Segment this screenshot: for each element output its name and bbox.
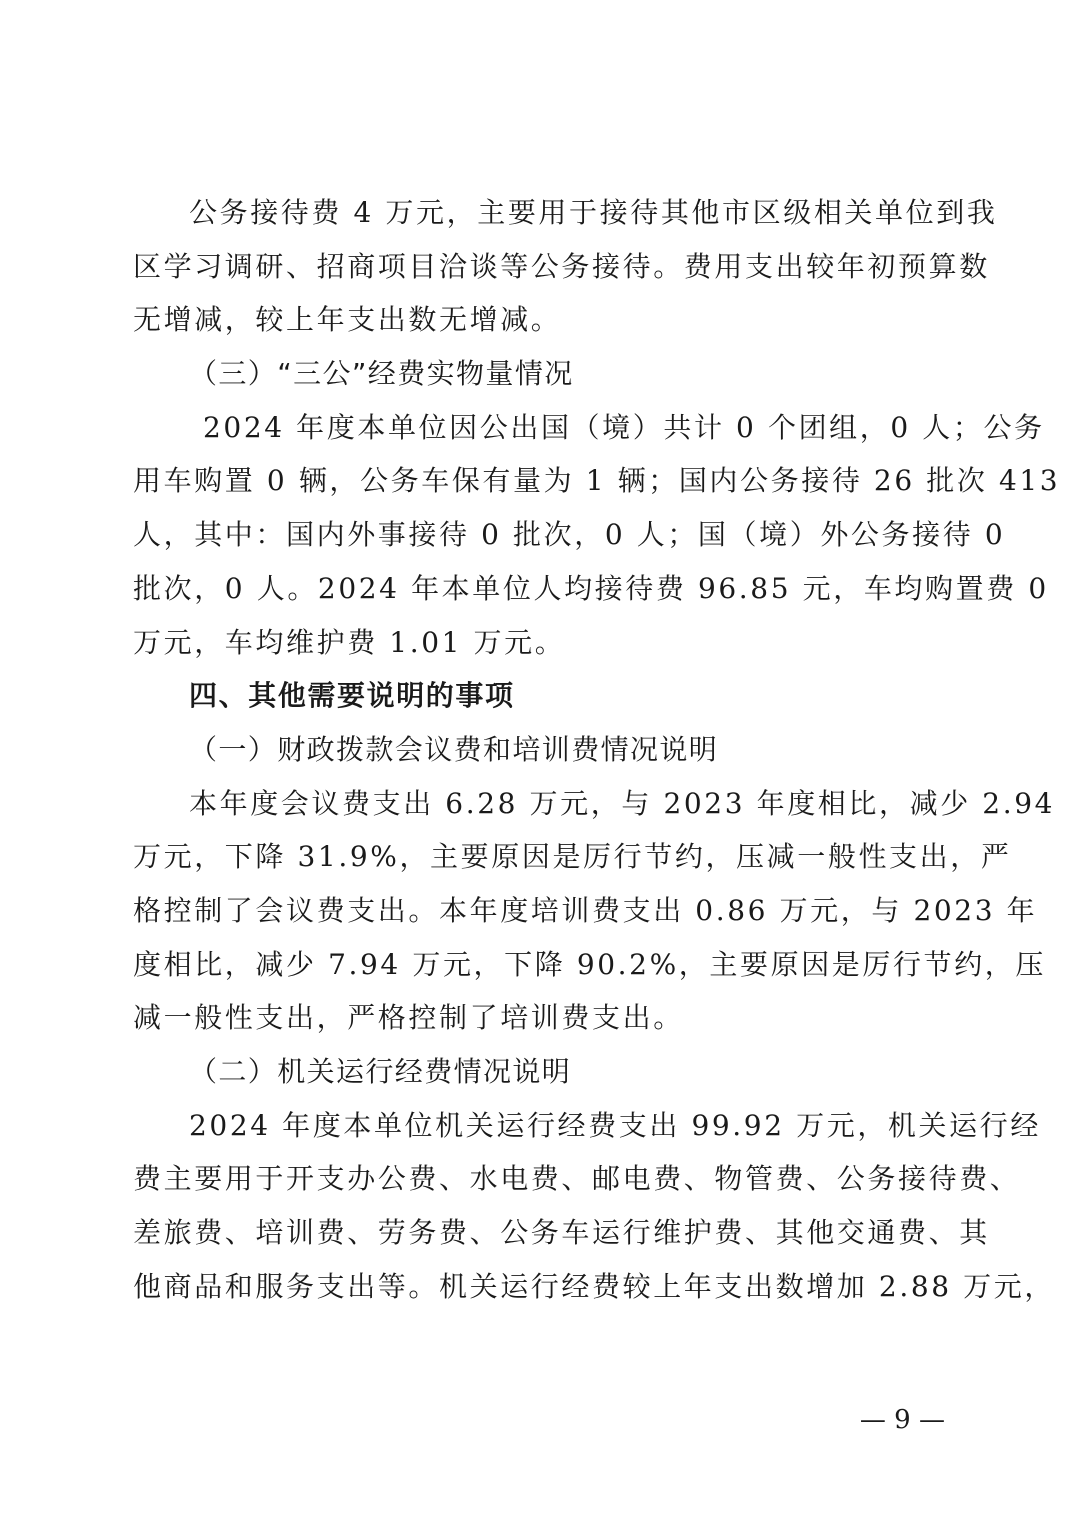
section-heading-other-matters: 四、其他需要说明的事项	[189, 679, 515, 713]
paragraph-line: 差旅费、培训费、劳务费、公务车运行维护费、其他交通费、其	[133, 1216, 990, 1250]
paragraph-line: 本年度会议费支出 6.28 万元，与 2023 年度相比，减少 2.94	[189, 786, 1056, 820]
paragraph-line: 用车购置 0 辆，公务车保有量为 1 辆；国内公务接待 26 批次 413	[133, 464, 1061, 498]
paragraph-line: 万元，车均维护费 1.01 万元。	[133, 625, 566, 659]
paragraph-line: 区学习调研、招商项目洽谈等公务接待。费用支出较年初预算数	[133, 249, 990, 283]
paragraph-line: 减一般性支出，严格控制了培训费支出。	[133, 1001, 684, 1035]
subheading-operating-funds: （二）机关运行经费情况说明	[189, 1055, 572, 1088]
paragraph-line: 他商品和服务支出等。机关运行经费较上年支出数增加 2.88 万元，	[133, 1269, 1055, 1303]
paragraph-line: 2024 年度本单位机关运行经费支出 99.92 万元，机关运行经	[189, 1108, 1041, 1142]
paragraph-line: 费主要用于开支办公费、水电费、邮电费、物管费、公务接待费、	[133, 1162, 1021, 1196]
paragraph-line: 度相比，减少 7.94 万元，下降 90.2%，主要原因是厉行节约，压	[133, 947, 1046, 981]
paragraph-line: 万元，下降 31.9%，主要原因是厉行节约，压减一般性支出，严	[133, 840, 1012, 874]
subheading-three-public-physical: （三）“三公”经费实物量情况	[189, 357, 574, 391]
page-body	[133, 186, 1061, 1313]
paragraph-line: 批次，0 人。2024 年本单位人均接待费 96.85 元，车均购置费 0	[133, 571, 1049, 605]
paragraph-line: 公务接待费 4 万元，主要用于接待其他市区级相关单位到我	[189, 196, 998, 229]
page-number: — 9 —	[859, 1405, 945, 1435]
subheading-meeting-training: （一）财政拨款会议费和培训费情况说明	[189, 732, 719, 766]
paragraph-line: 2024 年度本单位因公出国（境）共计 0 个团组，0 人；公务	[203, 410, 1045, 444]
paragraph-line: 无增减，较上年支出数无增减。	[133, 303, 562, 337]
paragraph-line: 格控制了会议费支出。本年度培训费支出 0.86 万元，与 2023 年	[133, 893, 1038, 927]
paragraph-line: 人，其中：国内外事接待 0 批次，0 人；国（境）外公务接待 0	[133, 518, 1006, 552]
